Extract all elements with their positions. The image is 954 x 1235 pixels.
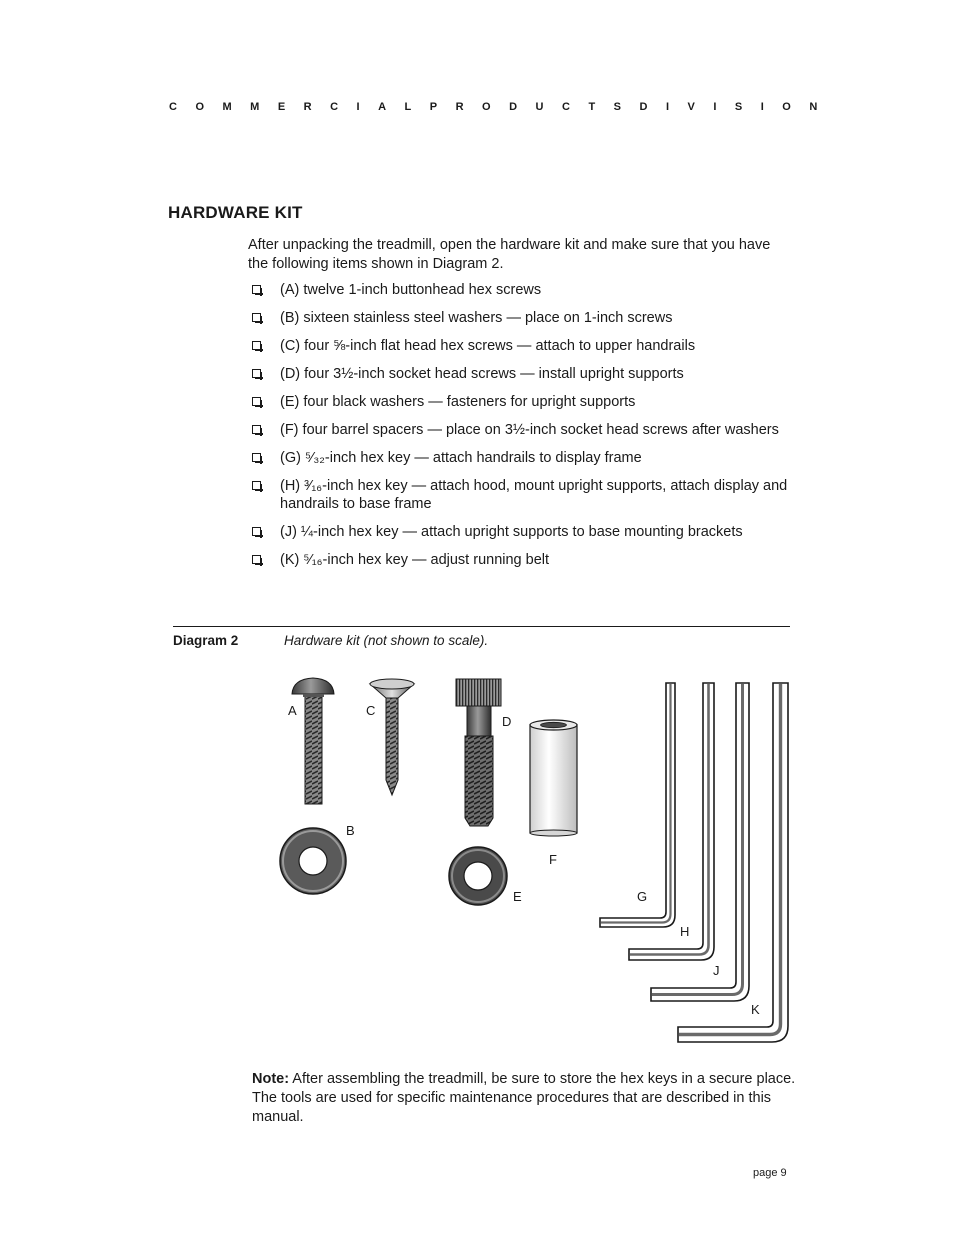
- page-number: page 9: [753, 1167, 787, 1179]
- note-paragraph: [252, 1070, 797, 1127]
- part-letter-c: C: [366, 703, 376, 718]
- checklist-item-text: (H) ³⁄₁₆-inch hex key — attach hood, mount upright supports, attach display and handrails to base frame: [280, 478, 788, 512]
- note-label: Note:: [252, 1071, 290, 1087]
- section-title: HARDWARE KIT: [168, 203, 303, 222]
- checklist-item-text: (K) ⁵⁄₁₆-inch hex key — adjust running belt: [280, 552, 550, 568]
- socket-head-screw-d: [456, 679, 501, 826]
- checklist-item-text: (C) four ⅝-inch flat head hex screws — attach to upper handrails: [280, 338, 696, 354]
- part-letter-j: J: [713, 963, 720, 978]
- part-letter-d: D: [502, 714, 512, 729]
- diagram-label: Diagram 2: [173, 633, 239, 648]
- checklist-item-text: (J) ¼-inch hex key — attach upright supports to base mounting brackets: [280, 524, 743, 540]
- header-word-division: DIVISION: [639, 101, 836, 113]
- checklist-item-text: (A) twelve 1-inch buttonhead hex screws: [280, 282, 542, 298]
- part-letter-g: G: [637, 889, 648, 904]
- checklist-item-text: (B) sixteen stainless steel washers — place on 1-inch screws: [280, 310, 673, 326]
- buttonhead-screw-a: [292, 678, 334, 804]
- checklist-item-text: (D) four 3½-inch socket head screws — install upright supports: [280, 366, 684, 382]
- washer-e: [449, 847, 507, 905]
- barrel-spacer-f: [530, 720, 577, 836]
- checklist-item-text: (G) ⁵⁄₃₂-inch hex key — attach handrails to display frame: [280, 450, 642, 466]
- checklist-item-text: (F) four barrel spacers — place on 3½-inch socket head screws after washers: [280, 422, 779, 438]
- part-letter-e: E: [513, 889, 522, 904]
- washer-b: [280, 828, 346, 894]
- part-letter-a: A: [288, 703, 297, 718]
- intro-paragraph: After unpacking the treadmill, open the hardware kit and make sure that you have the following items shown in Diagram 2.: [248, 237, 771, 272]
- checklist-item-text: (E) four black washers — fasteners for upright supports: [280, 394, 636, 410]
- header-word-commercial: COMMERCIAL: [169, 101, 430, 113]
- diagram-caption: Hardware kit (not shown to scale).: [284, 633, 489, 648]
- header-word-products: PRODUCTS: [429, 101, 640, 113]
- part-letter-k: K: [751, 1002, 760, 1017]
- part-letter-f: F: [549, 852, 557, 867]
- part-letter-h: H: [680, 924, 690, 939]
- note-text: After assembling the treadmill, be sure to store the hex keys in a secure place. The tools are used for specific maintenance procedures that are described in this manual.: [252, 1071, 796, 1125]
- part-letter-b: B: [346, 823, 355, 838]
- flat-head-screw-c: [370, 679, 414, 795]
